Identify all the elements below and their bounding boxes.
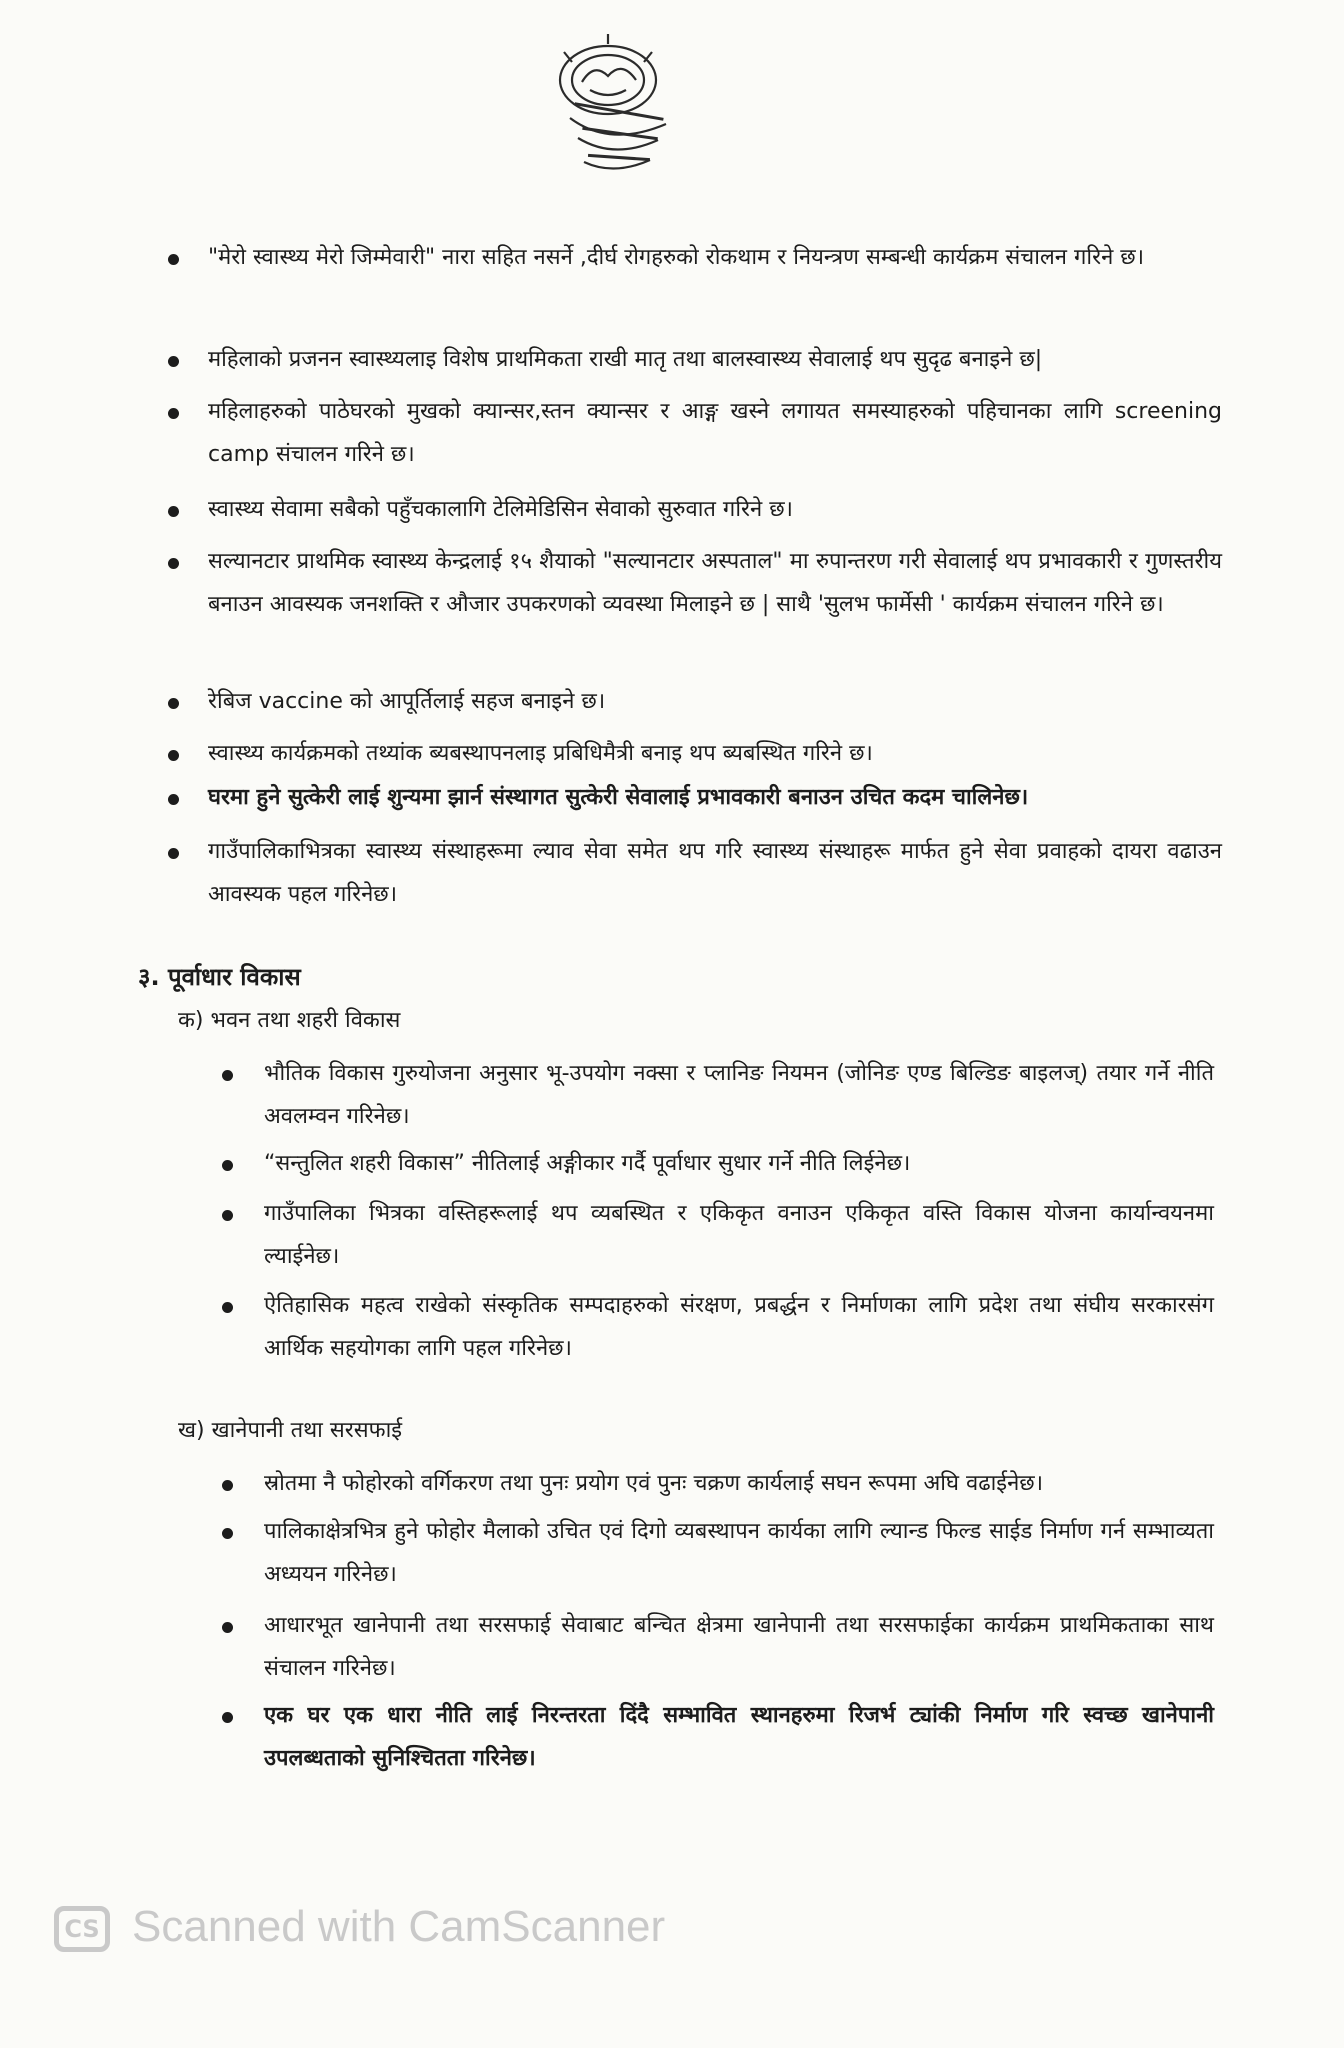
list-item xyxy=(170,540,1222,626)
bullet-text: स्वास्थ्य सेवामा सबैको पहुँचकालागि टेलिमेडिसिन सेवाको सुरुवात गरिने छ। xyxy=(208,497,793,522)
bullet-text: आधारभूत खानेपानी तथा सरसफाई सेवाबाट बन्चित क्षेत्रमा खानेपानी तथा सरसफाईका कार्यक्रम प्राथमिकताका साथ संचालन गरिनेछ। xyxy=(264,1613,1214,1681)
bullet-icon xyxy=(222,1622,233,1633)
list-item xyxy=(170,488,1222,531)
bullet-icon xyxy=(222,1210,233,1221)
list-item xyxy=(224,1694,1214,1780)
bullet-text: “सन्तुलित शहरी विकास” नीतिलाई अङ्गीकार गर्दै पूर्वाधार सुधार गर्ने नीति लिईनेछ। xyxy=(264,1151,911,1176)
bullet-icon xyxy=(222,1160,233,1171)
camscanner-logo-icon xyxy=(54,1906,110,1952)
bullet-text: पालिकाक्षेत्रभित्र हुने फोहोर मैलाको उचित एवं दिगो व्यबस्थापन कार्यका लागि ल्यान्ड फिल्ड साईड निर्माण गर्न सम्भाव्यता अध्ययन गरिनेछ। xyxy=(264,1519,1214,1587)
list-item xyxy=(170,732,1222,775)
bullet-text: घरमा हुने सुत्केरी लाई शुन्यमा झार्न संस्थागत सुत्केरी सेवालाई प्रभावकारी बनाउन उचित कदम चालिनेछ। xyxy=(208,785,1029,810)
bullet-text: गाउँपालिकाभित्रका स्वास्थ्य संस्थाहरूमा ल्याव सेवा समेत थप गरि स्वास्थ्य संस्थाहरू मार्फत हुने सेवा प्रवाहको दायरा वढाउन आवस्यक पहल गरिनेछ। xyxy=(208,839,1222,907)
section-title: ३. पूर्वाधार विकास xyxy=(138,963,301,991)
bullet-icon xyxy=(168,750,179,761)
bullet-text: महिलाको प्रजनन स्वास्थ्यलाइ विशेष प्राथमिकता राखी मातृ तथा बालस्वास्थ्य सेवालाई थप सुदृढ बनाइने छ| xyxy=(208,347,1043,372)
bullet-text: स्रोतमा नै फोहोरको वर्गिकरण तथा पुनः प्रयोग एवं पुनः चक्रण कार्यलाई सघन रूपमा अघि वढाईनेछ। xyxy=(264,1471,1044,1496)
bullet-text: रेबिज vaccine को आपूर्तिलाई सहज बनाइने छ। xyxy=(208,689,606,714)
list-item xyxy=(224,1284,1214,1370)
bullet-icon xyxy=(168,506,179,517)
list-item xyxy=(170,776,1222,819)
list-item xyxy=(170,680,1222,723)
bullet-icon xyxy=(168,848,179,859)
list-item xyxy=(170,830,1222,916)
bullet-text: ऐतिहासिक महत्व राखेको संस्कृतिक सम्पदाहरुको संरक्षण, प्रबर्द्धन र निर्माणका लागि प्रदेश तथा संघीय सरकारसंग आर्थिक सहयोगका लागि पहल गरिनेछ। xyxy=(264,1293,1214,1361)
bullet-icon xyxy=(168,408,179,419)
subsection-title-building: क) भवन तथा शहरी विकास xyxy=(178,1008,401,1033)
bullet-text: स्वास्थ्य कार्यक्रमको तथ्यांक ब्यबस्थापनलाइ प्रबिधिमैत्री बनाइ थप ब्यबस्थित गरिने छ। xyxy=(208,741,873,766)
list-item xyxy=(170,236,1222,279)
list-item xyxy=(224,1510,1214,1596)
list-item xyxy=(224,1192,1214,1278)
bullet-text: गाउँपालिका भित्रका वस्तिहरूलाई थप व्यबस्थित र एकिकृत वनाउन एकिकृत वस्ति विकास योजना कार्यान्वयनमा ल्याईनेछ। xyxy=(264,1201,1214,1269)
bullet-icon xyxy=(222,1070,233,1081)
bullet-text: सल्यानटार प्राथमिक स्वास्थ्य केन्द्रलाई १५ शैयाको "सल्यानटार अस्पताल" मा रुपान्तरण गरी सेवालाई थप प्रभावकारी र गुणस्तरीय बनाउन आवस्यक जनशक्ति र औजार उपकरणको व्यवस्था मिलाइने छ | साथै 'सुलभ फार्मेसी ' कार्यक्रम संचालन गरिने छ। xyxy=(208,549,1222,617)
bullet-icon xyxy=(168,558,179,569)
bullet-icon xyxy=(222,1528,233,1539)
camscanner-watermark: Scanned with CamScanner xyxy=(132,1902,666,1951)
list-item xyxy=(224,1052,1214,1138)
subsection-title-water: ख) खानेपानी तथा सरसफाई xyxy=(178,1418,403,1443)
bullet-icon xyxy=(222,1480,233,1491)
bullet-icon xyxy=(222,1712,233,1723)
bullet-icon xyxy=(168,794,179,805)
camscanner-logo-text: CS xyxy=(64,1915,100,1943)
bullet-text: भौतिक विकास गुरुयोजना अनुसार भू-उपयोग नक्सा र प्लानिङ नियमन (जोनिङ एण्ड बिल्डिङ बाइलज्) तयार गर्ने नीति अवलम्वन गरिनेछ। xyxy=(264,1061,1214,1129)
list-item xyxy=(224,1142,1214,1185)
bullet-icon xyxy=(168,356,179,367)
list-item xyxy=(224,1604,1214,1690)
list-item xyxy=(224,1462,1214,1505)
municipality-seal-icon xyxy=(512,22,702,202)
bullet-text: "मेरो स्वास्थ्य मेरो जिम्मेवारी" नारा सहित नसर्ने ,दीर्घ रोगहरुको रोकथाम र नियन्त्रण सम्बन्धी कार्यक्रम संचालन गरिने छ। xyxy=(208,245,1145,270)
bullet-icon xyxy=(222,1302,233,1313)
bullet-text: एक घर एक धारा नीति लाई निरन्तरता दिंदै सम्भावित स्थानहरुमा रिजर्भ ट्यांकी निर्माण गरि स्वच्छ खानेपानी उपलब्धताको सुनिश्चितता गरिनेछ। xyxy=(264,1703,1214,1771)
bullet-icon xyxy=(168,254,179,265)
bullet-text: महिलाहरुको पाठेघरको मुखको क्यान्सर,स्तन क्यान्सर र आङ्ग खस्ने लगायत समस्याहरुको पहिचानका लागि screening camp संचालन गरिने छ। xyxy=(208,399,1222,467)
list-item xyxy=(170,338,1222,381)
bullet-icon xyxy=(168,698,179,709)
list-item xyxy=(170,390,1222,476)
